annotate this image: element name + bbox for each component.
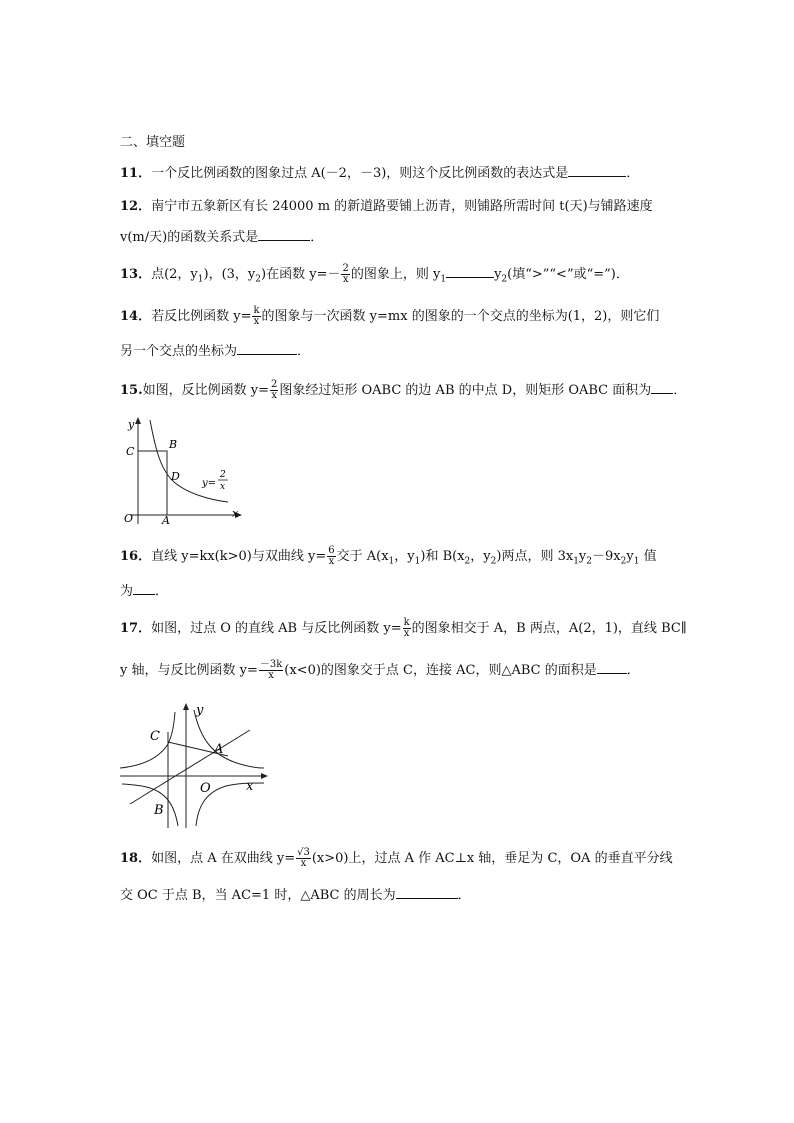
rectangle-oabc [138,451,167,515]
point-a-label: A [214,742,224,757]
hyperbola-branch-1 [194,710,264,768]
hyperbola-branch-3 [120,712,175,768]
answer-blank[interactable] [446,265,494,278]
question-17: 17．如图，过点 O 的直线 AB 与反比例函数 y= $\frac{k}{x}$ 的图象相交于 A，B 两点，A(2，1)，直线 BC∥ [120,617,687,639]
point-b-label: B [154,803,164,818]
question-number: 17． [120,621,152,636]
origin-label: O [200,781,211,796]
question-15: 15.如图，反比例函数 y= $\frac{2}{x}$ 图象经过矩形 OABC 的边 AB 的中点 D，则矩形 OABC 面积为 ． [120,379,687,401]
question-17-line-2: y 轴，与反比例函数 y= $\frac{-3k}{x}$ (x<0)的图象交于点 C，连接 AC，则△ABC 的面积是 ． [120,659,640,681]
answer-blank[interactable] [651,381,673,394]
curve-label-numerator: 2 [220,470,226,480]
y-label: y [196,703,204,718]
hyperbola-curve [150,420,228,502]
fraction: $\frac{-3k}{x}$ [259,659,283,681]
answer-blank[interactable] [237,342,297,355]
y-axis-arrow-icon [135,417,141,424]
x-label: x [232,507,239,520]
fraction: $\frac{2}{x}$ [342,263,349,285]
point-c-label: C [150,729,160,744]
answer-blank[interactable] [597,661,627,674]
answer-blank[interactable] [133,582,155,595]
answer-blank[interactable] [568,164,626,177]
question-14-line-2: 另一个交点的坐标为 ． [120,344,311,359]
fraction: $\frac{2}{x}$ [271,379,278,401]
question-14: 14．若反比例函数 y= $\frac{k}{x}$ 的图象与一次函数 y=mx 的图象的一个交点的坐标为(1，2)，则它们 [120,305,660,327]
fraction: $\frac{√3}{x}$ [297,847,310,869]
y-axis-arrow-icon [183,703,189,710]
line-ab [130,730,250,804]
figure-17 [116,698,274,832]
answer-blank[interactable] [258,228,310,241]
y-label: y [128,418,135,431]
question-11: 11．一个反比例函数的图象过点 A(－2，－3)，则这个反比例函数的表达式是 ． [120,166,640,181]
question-13: 13．点(2，$y_1$)，(3，$y_2$)在函数 y=－ $\frac{2}{x}$ 的图象上，则 $y_1$ $y_2$(填“>”“<”或“=”)． [120,263,629,285]
question-number: 13． [120,267,152,282]
point-d-label: D [171,470,180,483]
point-c-label: C [126,445,135,458]
question-12-line-2: v(m/天)的函数关系式是 ． [120,230,324,245]
figure-15 [116,412,248,526]
hyperbola-branch-2 [122,784,178,826]
fraction: $\frac{6}{x}$ [328,545,335,567]
section-title: 二、填空题 [120,135,186,150]
point-a-label: A [162,514,170,526]
answer-blank[interactable] [396,886,458,899]
curve-label-denominator: x [220,482,226,492]
question-number: 11． [120,166,152,181]
question-12: 12．南宁市五象新区有长 24000 m 的新道路要铺上沥青，则铺路所需时间 t(天)与铺路速度 [120,199,653,214]
origin-label: O [124,512,134,525]
question-number: 16． [120,549,152,564]
question-number: 12． [120,199,152,214]
fraction: $\frac{k}{x}$ [253,305,260,327]
question-number: 14． [120,309,152,324]
x-label: x [246,779,254,794]
question-18: 18．如图，点 A 在双曲线 y= $\frac{√3}{x}$ (x>0)上，过点 A 作 AC⊥x 轴，垂足为 C，OA 的垂直平分线 [120,847,673,869]
question-number: 15. [120,383,143,398]
curve-label: y= [202,478,217,489]
question-16-line-2: 为 ． [120,584,169,599]
question-18-line-2: 交 OC 于点 B，当 AC=1 时，△ABC 的周长为 ． [120,888,471,903]
fraction: $\frac{k}{x}$ [403,617,410,639]
x-axis-arrow-icon [261,773,268,779]
question-number: 18． [120,851,152,866]
question-16: 16．直线 y=kx(k>0)与双曲线 y= $\frac{6}{x}$ 交于 $A(x_1$，$y_1$)和 $B(x_2$，$y_2$)两点，则 $3x_1y_2-9x_2y_1$ 值 [120,545,657,567]
point-b-label: B [169,438,178,451]
